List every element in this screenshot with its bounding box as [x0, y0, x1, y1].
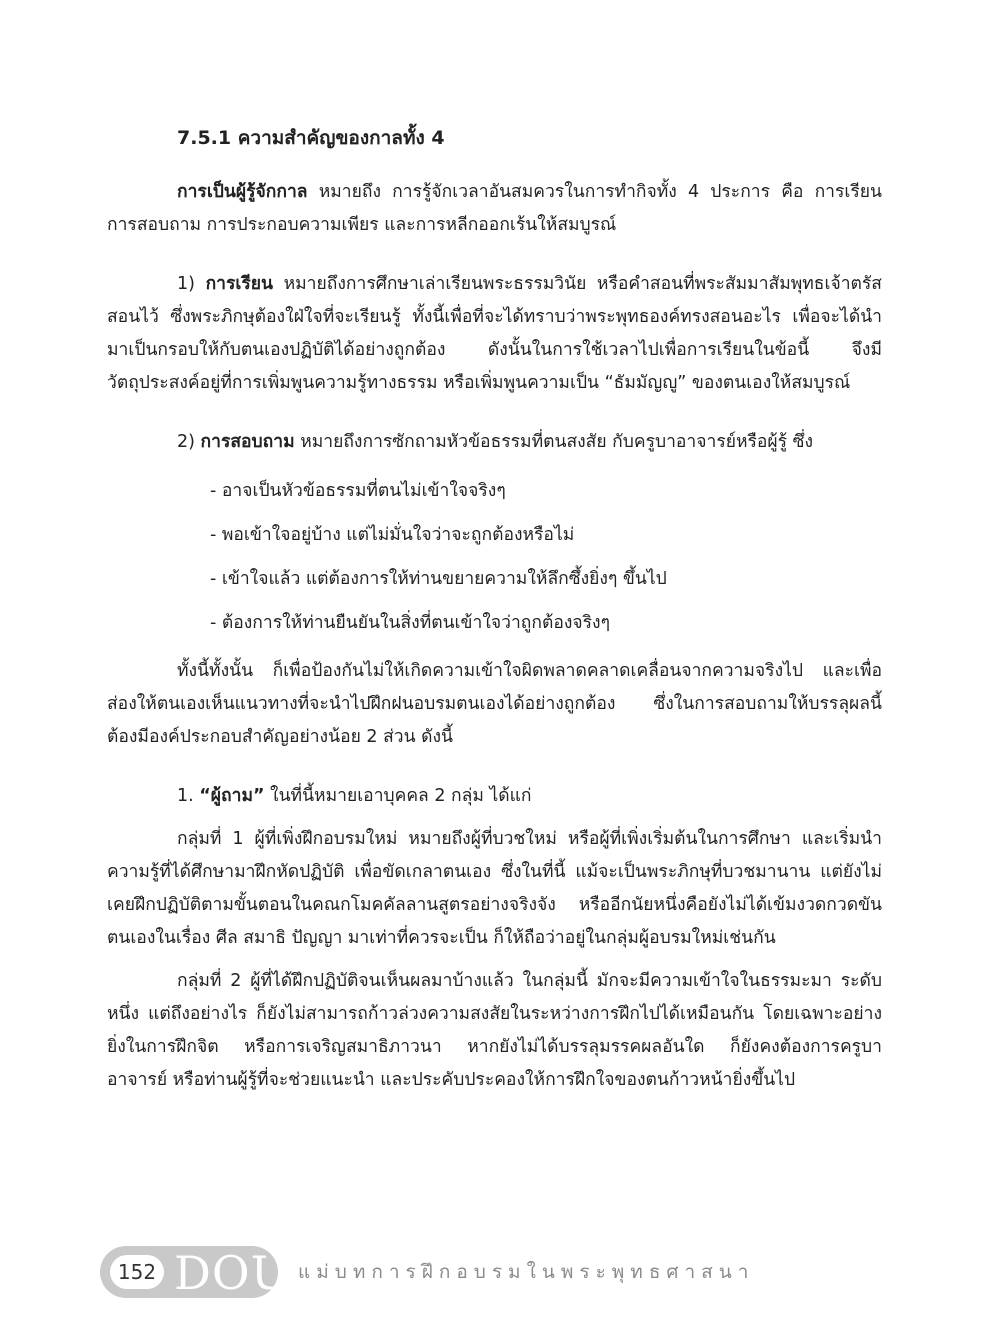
bullet-item: - ต้องการให้ท่านยืนยันในสิ่งที่ตนเข้าใจว่าถูกต้องจริงๆ — [210, 613, 610, 633]
page-number: 152 — [110, 1255, 164, 1289]
page-content — [107, 118, 882, 1097]
asker-text: ในที่นี้หมายเอาบุคคล 2 กลุ่ม ได้แก่ — [264, 786, 532, 806]
item2-term: การสอบถาม — [200, 432, 295, 452]
intro-paragraph — [107, 176, 882, 242]
bullet-item: - พอเข้าใจอยู่บ้าง แต่ไม่มั่นใจว่าจะถูกต้องหรือไม่ — [210, 525, 575, 545]
item2-number: 2) — [177, 432, 201, 452]
item1-number: 1) — [177, 274, 206, 294]
footer-badge — [100, 1246, 291, 1300]
intro-term: การเป็นผู้รู้จักกาล — [177, 182, 308, 202]
item2-paragraph — [107, 426, 882, 459]
item2-conclusion: ทั้งนี้ทั้งนั้น ก็เพื่อป้องกันไม่ให้เกิดความเข้าใจผิดพลาดคลาดเคลื่อนจากความจริงไป และเพื่อส่องให้ตนเองเห็นแนวทางที่จะนำไปฝึกฝนอบรมตนเองได้อย่างถูกต้อง ซึ่งในการสอบถามให้บรรลุผลนี้ ต้องมีองค์ประกอบสำคัญอย่างน้อย 2 ส่วน ดังนี้ — [107, 661, 882, 747]
item1-text: หมายถึงการศึกษาเล่าเรียนพระธรรมวินัย หรือคำสอนที่พระสัมมาสัมพุทธเจ้าตรัสสอนไว้ ซึ่งพระภิกษุต้องใฝ่ใจที่จะเรียนรู้ ทั้งนี้เพื่อที่จะได้ทราบว่าพระพุทธองค์ทรงสอนอะไร เพื่อจะได้นำมาเป็นกรอบให้กับตนเองปฏิบัติได้อย่างถูกต้อง ดังนั้นในการใช้เวลาไปเพื่อการเรียนในข้อนี้ จึงมีวัตถุประสงค์อยู่ที่การเพิ่มพูนความรู้ทางธรรม หรือเพิ่มพูนความเป็น “ธัมมัญญู” ของตนเองให้สมบูรณ์ — [107, 274, 882, 393]
dou-logo: DOU — [174, 1246, 291, 1300]
bullet-item: - เข้าใจแล้ว แต่ต้องการให้ท่านขยายความให้ลึกซึ้งยิ่งๆ ขึ้นไป — [210, 569, 667, 589]
intro-text: หมายถึง การรู้จักเวลาอันสมควรในการทำกิจทั้ง 4 ประการ คือ การเรียน การสอบถาม การประกอบความเพียร และการหลีกออกเร้นให้สมบูรณ์ — [107, 182, 882, 235]
asker-prefix: 1. — [177, 786, 200, 806]
book-title: แม่บทการฝึกอบรมในพระพุทธศาสนา — [298, 1261, 755, 1283]
bullet-item: - อาจเป็นหัวข้อธรรมที่ตนไม่เข้าใจจริงๆ — [210, 481, 506, 501]
bullet-list — [107, 469, 882, 645]
item1-term: การเรียน — [205, 274, 273, 294]
page-footer — [100, 1246, 900, 1298]
section-heading: 7.5.1 ความสำคัญของกาลทั้ง 4 — [177, 127, 445, 149]
group2-paragraph: กลุ่มที่ 2 ผู้ที่ได้ฝึกปฏิบัติจนเห็นผลมาบ้างแล้ว ในกลุ่มนี้ มักจะมีความเข้าใจในธรรมะมา ระดับหนึ่ง แต่ถึงอย่างไร ก็ยังไม่สามารถก้าวล่วงความสงสัยในระหว่างการฝึกไปได้เหมือนกัน โดยเฉพาะอย่างยิ่งในการฝึกจิต หรือการเจริญสมาธิภาวนา หากยังไม่ได้บรรลุมรรคผลอันใด ก็ยังคงต้องการครูบาอาจารย์ หรือท่านผู้รู้ที่จะช่วยแนะนำ และประคับประคองให้การฝึกใจของตนก้าวหน้ายิ่งขึ้นไป — [107, 971, 882, 1090]
item2-text: หมายถึงการซักถามหัวข้อธรรมที่ตนสงสัย กับครูบาอาจารย์หรือผู้รู้ ซึ่ง — [294, 432, 814, 452]
group1-paragraph: กลุ่มที่ 1 ผู้ที่เพิ่งฝึกอบรมใหม่ หมายถึงผู้ที่บวชใหม่ หรือผู้ที่เพิ่งเริ่มต้นในการศึกษา และเริ่มนำความรู้ที่ได้ศึกษามาฝึกหัดปฏิบัติ เพื่อขัดเกลาตนเอง ซึ่งในที่นี้ แม้จะเป็นพระภิกษุที่บวชมานาน แต่ยังไม่เคยฝึกปฏิบัติตามขั้นตอนในคณกโมคคัลลานสูตรอย่างจริงจัง หรืออีกนัยหนึ่งคือยังไม่ได้เข้มงวดกวดขันตนเองในเรื่อง ศีล สมาธิ ปัญญา มาเท่าที่ควรจะเป็น ก็ให้ถือว่าอยู่ในกลุ่มผู้อบรมใหม่เช่นกัน — [107, 829, 882, 948]
asker-paragraph — [107, 780, 882, 813]
item1-paragraph — [107, 268, 882, 400]
asker-term: “ผู้ถาม” — [199, 786, 265, 806]
